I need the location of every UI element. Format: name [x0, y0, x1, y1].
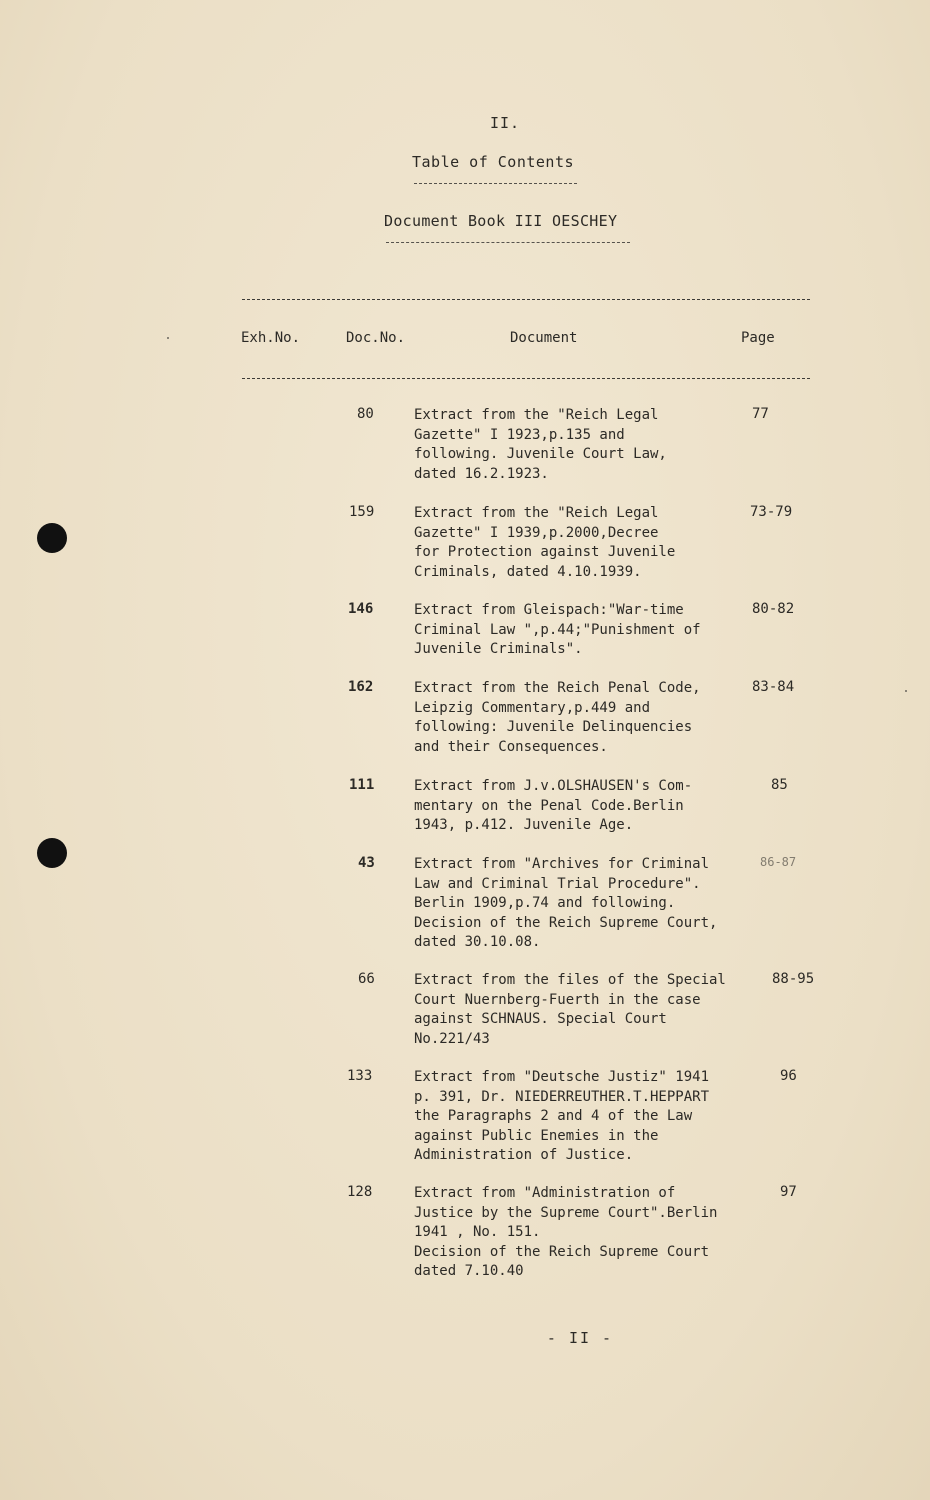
doc-number: 128 [347, 1184, 373, 1200]
doc-number: 146 [348, 601, 374, 617]
document-book-title: Document Book III OESCHEY [384, 212, 618, 230]
column-header-document: Document [510, 330, 578, 346]
page-reference: 85 [771, 777, 788, 793]
doc-number: 43 [358, 855, 375, 871]
page-reference: 80-82 [752, 601, 795, 617]
doc-number: 80 [357, 406, 374, 422]
page-reference: 83-84 [752, 679, 795, 695]
page-reference: 88-95 [772, 971, 815, 987]
doc-number: 66 [358, 971, 375, 987]
doc-number: 133 [347, 1068, 373, 1084]
title-underline [414, 183, 577, 184]
column-header-page: Page [741, 330, 775, 346]
punch-hole [37, 838, 67, 868]
paper-speck [167, 337, 169, 339]
document-description: Extract from Gleispach:"War-time Criminal Law ",p.44;"Punishment of Juvenile Criminals". [414, 602, 701, 657]
page-reference: 73-79 [750, 504, 793, 520]
punch-hole [37, 523, 67, 553]
column-header-exh-no: Exh.No. [241, 330, 301, 346]
table-top-rule [242, 299, 810, 300]
doc-number: 111 [349, 777, 375, 793]
roman-numeral-heading: II. [489, 114, 521, 132]
page-reference: 77 [752, 406, 769, 422]
column-header-doc-no: Doc.No. [346, 330, 406, 346]
doc-number: 159 [349, 504, 375, 520]
doc-number: 162 [348, 679, 374, 695]
table-header-rule [242, 378, 810, 379]
book-title-underline [386, 242, 630, 243]
page-reference: 96 [780, 1068, 797, 1084]
document-description: Extract from the "Reich Legal Gazette" I 1939,p.2000,Decree for Protection against Juvenile Criminals, dated 4.10.1939. [414, 505, 676, 580]
page-reference: 86-87 [760, 855, 797, 869]
document-description: Extract from the files of the Special Court Nuernberg-Fuerth in the case against SCHNAUS. Special Court No.221/43 [414, 972, 726, 1047]
document-description: Extract from the "Reich Legal Gazette" I 1923,p.135 and following. Juvenile Court Law, dated 16.2.1923. [414, 407, 667, 482]
document-description: Extract from "Administration of Justice by the Supreme Court".Berlin 1941 , No. 151. Decision of the Reich Supreme Court dated 7.10.40 [414, 1185, 718, 1279]
document-description: Extract from "Archives for Criminal Law and Criminal Trial Procedure". Berlin 1909,p.74 and following. Decision of the Reich Supreme Court, dated 30.10.08. [414, 856, 718, 950]
document-description: Extract from "Deutsche Justiz" 1941 p. 391, Dr. NIEDERREUTHER.T.HEPPART the Paragraphs 2 and 4 of the Law against Public Enemies in the Administration of Justice. [414, 1069, 710, 1163]
paper-speck [905, 690, 907, 692]
page-footer: - II - [546, 1329, 614, 1347]
document-description: Extract from J.v.OLSHAUSEN's Com- mentary on the Penal Code.Berlin 1943, p.412. Juvenile Age. [414, 778, 693, 833]
document-description: Extract from the Reich Penal Code, Leipzig Commentary,p.449 and following: Juvenile Delinquencies and their Consequences. [414, 680, 701, 755]
page-reference: 97 [780, 1184, 797, 1200]
table-of-contents-title: Table of Contents [412, 153, 575, 171]
